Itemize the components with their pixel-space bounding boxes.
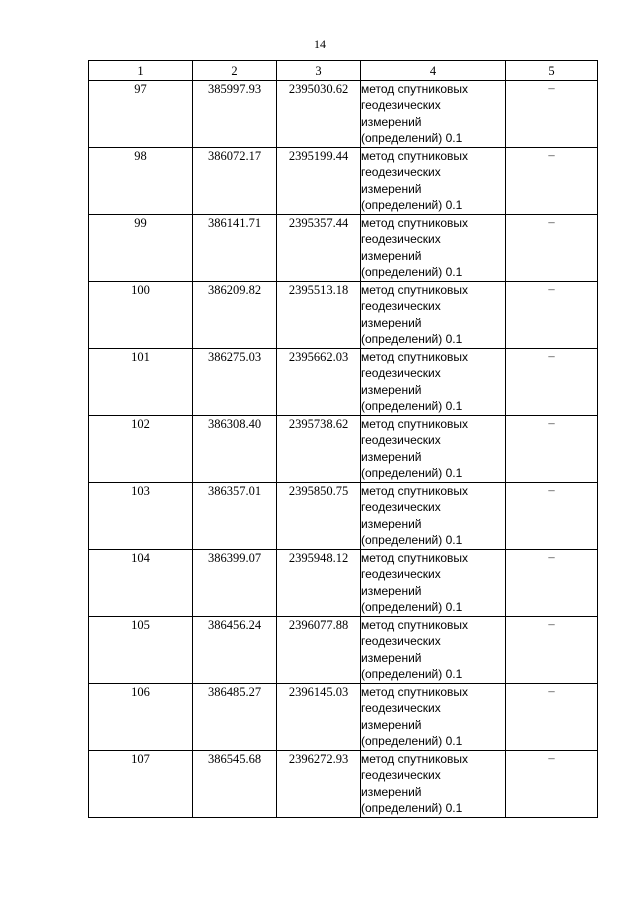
method-text-line: геодезических [361,634,441,649]
note-cell: – [506,751,598,818]
method-text-line: геодезических [361,366,441,381]
method-text-line: метод спутниковых [361,417,469,431]
coordinate-x: 386357.01 [193,483,277,550]
method-text-line: (определений) 0.1 [361,197,463,212]
point-number: 101 [89,349,193,416]
column-header: 3 [277,61,361,81]
table-row [89,148,598,215]
method-text-line: геодезических [361,567,441,582]
method-cell [361,282,506,349]
method-text-line: измерений [361,583,422,598]
column-header: 4 [361,61,506,81]
table-row [89,349,598,416]
method-text-line: геодезических [361,433,441,448]
method-text-line: измерений [361,114,422,129]
coordinate-y: 2395513.18 [277,282,361,349]
method-text-line: измерений [361,784,422,799]
note-cell: – [506,282,598,349]
method-text-line: (определений) 0.1 [361,398,463,413]
method-text-line: измерений [361,382,422,397]
table-row [89,81,598,148]
coordinate-x: 386308.40 [193,416,277,483]
coordinate-y: 2395662.03 [277,349,361,416]
method-text-line: метод спутниковых [361,216,469,230]
table-row [89,684,598,751]
point-number: 107 [89,751,193,818]
coordinate-x: 386485.27 [193,684,277,751]
point-number: 99 [89,215,193,282]
method-text-line: метод спутниковых [361,618,469,632]
table-row [89,617,598,684]
method-text-line: метод спутниковых [361,283,469,297]
method-cell [361,751,506,818]
coordinate-y: 2395199.44 [277,148,361,215]
method-text-line: геодезических [361,98,441,113]
coordinate-y: 2395850.75 [277,483,361,550]
coordinate-x: 386399.07 [193,550,277,617]
coordinate-x: 386456.24 [193,617,277,684]
page-number: 14 [314,37,326,51]
note-cell: – [506,684,598,751]
column-header: 5 [506,61,598,81]
coordinate-x: 386072.17 [193,148,277,215]
coordinate-y: 2396145.03 [277,684,361,751]
method-text-line: (определений) 0.1 [361,264,463,279]
method-cell [361,349,506,416]
point-number: 105 [89,617,193,684]
table-row [89,215,598,282]
table-header-row [89,61,598,81]
method-text-line: измерений [361,650,422,665]
method-cell [361,550,506,617]
note-cell: – [506,215,598,282]
method-text-line: (определений) 0.1 [361,599,463,614]
method-cell [361,684,506,751]
method-text-line: метод спутниковых [361,551,469,565]
point-number: 98 [89,148,193,215]
method-text-line: геодезических [361,768,441,783]
method-cell [361,148,506,215]
point-number: 104 [89,550,193,617]
method-text-line: (определений) 0.1 [361,733,463,748]
method-cell [361,215,506,282]
method-text-line: геодезических [361,701,441,716]
coordinate-x: 386545.68 [193,751,277,818]
method-cell [361,617,506,684]
method-text-line: измерений [361,717,422,732]
column-header: 1 [89,61,193,81]
method-cell [361,81,506,148]
coordinate-x: 385997.93 [193,81,277,148]
table-row [89,282,598,349]
method-cell [361,483,506,550]
coordinate-y: 2395357.44 [277,215,361,282]
method-text-line: (определений) 0.1 [361,331,463,346]
method-text-line: (определений) 0.1 [361,666,463,681]
coordinate-y: 2395948.12 [277,550,361,617]
table-row [89,483,598,550]
note-cell: – [506,617,598,684]
point-number: 106 [89,684,193,751]
method-text-line: (определений) 0.1 [361,800,463,815]
coordinate-y: 2395738.62 [277,416,361,483]
method-text-line: геодезических [361,500,441,515]
method-text-line: (определений) 0.1 [361,532,463,547]
note-cell: – [506,550,598,617]
method-text-line: измерений [361,181,422,196]
point-number: 97 [89,81,193,148]
table-row [89,416,598,483]
method-cell [361,416,506,483]
method-text-line: измерений [361,315,422,330]
coordinates-table [88,60,598,818]
point-number: 100 [89,282,193,349]
method-text-line: геодезических [361,165,441,180]
coordinate-x: 386275.03 [193,349,277,416]
table-body [89,81,598,818]
method-text-line: измерений [361,516,422,531]
coordinate-y: 2396077.88 [277,617,361,684]
method-text-line: измерений [361,449,422,464]
column-header: 2 [193,61,277,81]
note-cell: – [506,483,598,550]
coordinate-x: 386141.71 [193,215,277,282]
note-cell: – [506,148,598,215]
coordinate-y: 2396272.93 [277,751,361,818]
note-cell: – [506,81,598,148]
method-text-line: (определений) 0.1 [361,465,463,480]
method-text-line: метод спутниковых [361,752,469,766]
method-text-line: геодезических [361,299,441,314]
method-text-line: метод спутниковых [361,350,469,364]
point-number: 102 [89,416,193,483]
note-cell: – [506,349,598,416]
method-text-line: метод спутниковых [361,685,469,699]
table-row [89,550,598,617]
coordinate-y: 2395030.62 [277,81,361,148]
note-cell: – [506,416,598,483]
method-text-line: метод спутниковых [361,484,469,498]
point-number: 103 [89,483,193,550]
method-text-line: геодезических [361,232,441,247]
table-row [89,751,598,818]
method-text-line: метод спутниковых [361,149,469,163]
method-text-line: (определений) 0.1 [361,130,463,145]
method-text-line: измерений [361,248,422,263]
method-text-line: метод спутниковых [361,82,469,96]
coordinate-x: 386209.82 [193,282,277,349]
